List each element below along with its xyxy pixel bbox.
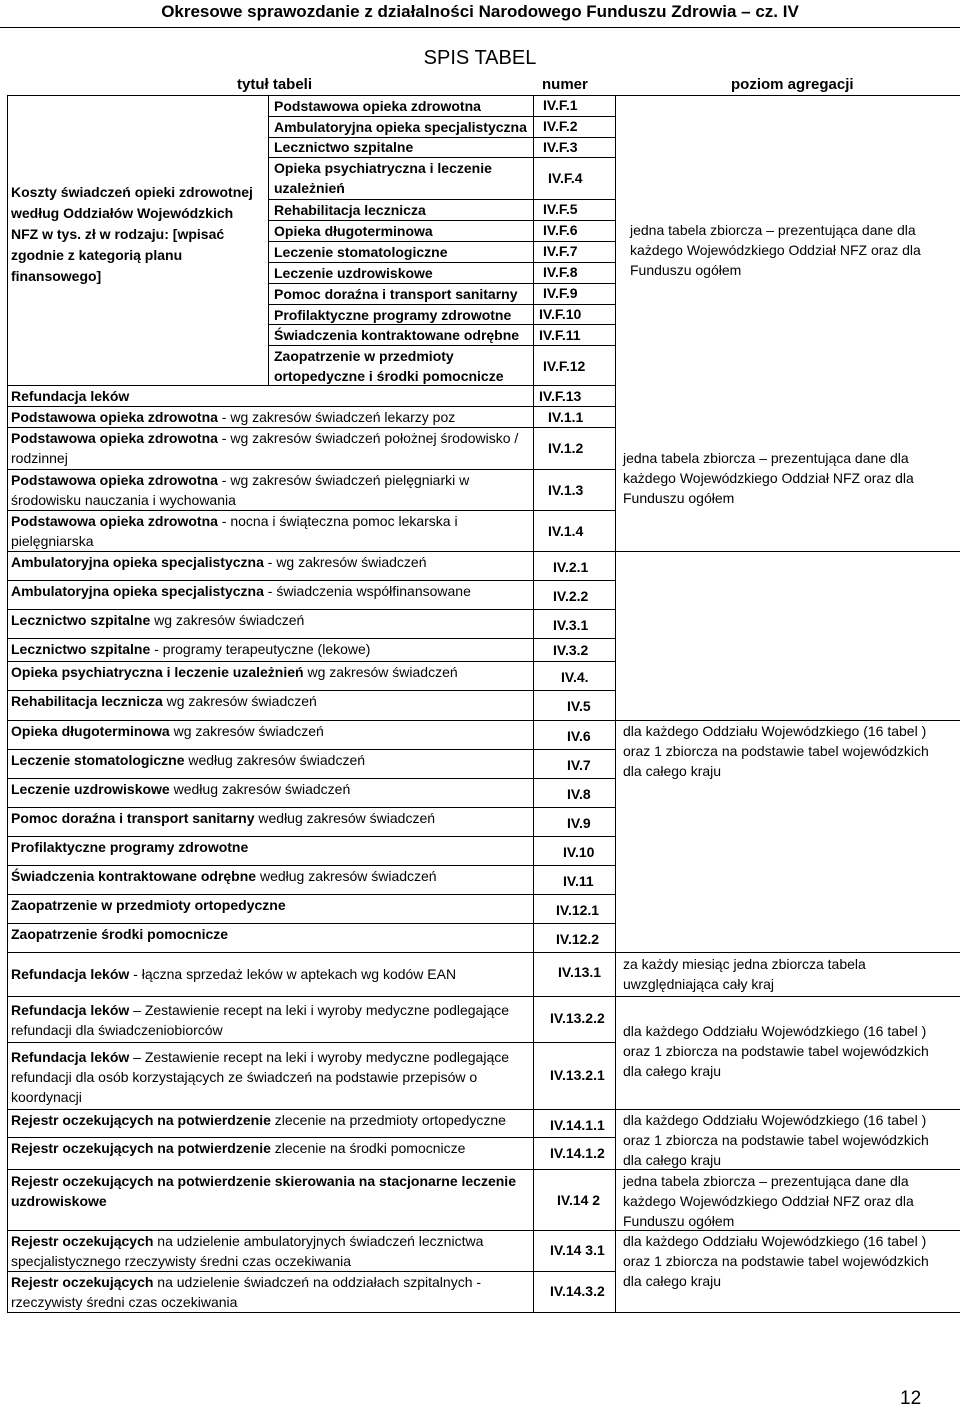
table-row-num: IV.7 xyxy=(567,757,591,773)
aggregation-note: dla każdego Oddziału Wojewódzkiego (16 tabel ) oraz 1 zbiorcza na podstawie tabel wojewódzkich dla całego kraju xyxy=(623,1023,929,1079)
table-row: Ambulatoryjna opieka specjalistyczna - wg zakresów świadczeń xyxy=(11,554,427,570)
table-row: Rejestr oczekujących na potwierdzenie zlecenie na środki pomocnicze xyxy=(11,1140,466,1156)
table-row-num: IV.11 xyxy=(563,873,594,889)
sub-row-num: IV.F.12 xyxy=(543,358,586,374)
page-number: 12 xyxy=(900,1388,922,1409)
table-row-num: IV.4. xyxy=(561,669,589,685)
row-divider xyxy=(8,952,960,953)
table-row: Pomoc doraźna i transport sanitarny według zakresów świadczeń xyxy=(11,810,436,826)
sub-row: Zaopatrzenie w przedmioty ortopedyczne i środki pomocnicze xyxy=(274,348,504,384)
table-row: Świadczenia kontraktowane odrębne według zakresów świadczeń xyxy=(11,868,437,884)
table-row-num: IV.8 xyxy=(567,786,591,802)
table-row: Rehabilitacja lecznicza wg zakresów świadczeń xyxy=(11,693,317,709)
table-row: Refundacja leków – Zestawienie recept na leki i wyroby medyczne podlegające refundacji dla osób korzystających ze świadczeń na podstawie przepisów o koordynacji xyxy=(11,1049,510,1105)
table-row: Podstawowa opieka zdrowotna - wg zakresów świadczeń lekarzy poz xyxy=(11,409,456,425)
table-row: Podstawowa opieka zdrowotna - wg zakresów świadczeń pielęgniarki w środowisku nauczania i wychowania xyxy=(11,472,470,508)
table-row: Zaopatrzenie w przedmioty ortopedyczne xyxy=(11,897,286,913)
sub-row-num: IV.F.7 xyxy=(543,243,578,259)
column-headers xyxy=(0,76,960,94)
sub-row: Leczenie uzdrowiskowe xyxy=(274,265,433,281)
table-row: Refundacja leków xyxy=(11,388,130,404)
sub-row-num: IV.F.8 xyxy=(543,264,578,280)
col-title-header: tytuł tabeli xyxy=(237,76,313,93)
table-row-num: IV.12.2 xyxy=(556,931,600,947)
sub-row-num: IV.F.11 xyxy=(539,327,581,343)
col-num-header: numer xyxy=(542,76,588,93)
table-row-num: IV.13.2.2 xyxy=(550,1010,605,1026)
aggregation-note: jedna tabela zbiorcza – prezentująca dane dla każdego Wojewódzkiego Oddział NFZ oraz dla Funduszu ogółem xyxy=(623,1173,914,1229)
row-divider xyxy=(8,1312,960,1313)
sub-row: Świadczenia kontraktowane odrębne xyxy=(274,327,520,343)
sub-row: Opieka długoterminowa xyxy=(274,223,433,239)
table-row-num: IV.1.4 xyxy=(548,523,584,539)
table-row: Leczenie uzdrowiskowe według zakresów świadczeń xyxy=(11,781,351,797)
aggregation-note: dla każdego Oddziału Wojewódzkiego (16 tabel ) oraz 1 zbiorcza na podstawie tabel wojewódzkich dla całego kraju xyxy=(623,1112,929,1168)
table-row-num: IV.6 xyxy=(567,728,591,744)
aggregation-note: dla każdego Oddziału Wojewódzkiego (16 tabel ) oraz 1 zbiorcza na podstawie tabel wojewódzkich dla całego kraju xyxy=(623,1233,929,1289)
sub-row: Lecznictwo szpitalne xyxy=(274,139,414,155)
table-row: Zaopatrzenie środki pomocnicze xyxy=(11,926,229,942)
table-row: Refundacja leków – Zestawienie recept na leki i wyroby medyczne podlegające refundacji dla świadczeniobiorców xyxy=(11,1002,510,1038)
row-divider xyxy=(8,996,960,997)
table-row: Podstawowa opieka zdrowotna - wg zakresów świadczeń położnej środowisko / rodzinnej xyxy=(11,430,519,466)
sub-row-num: IV.F.2 xyxy=(543,118,578,134)
sub-row: Ambulatoryjna opieka specjalistyczna xyxy=(274,119,527,135)
table-row: Opieka psychiatryczna i leczenie uzależnień wg zakresów świadczeń xyxy=(11,664,458,680)
divider xyxy=(615,96,616,1313)
table-row-num: IV.3.1 xyxy=(553,617,589,633)
aggregation-note: jedna tabela zbiorcza – prezentująca dane dla każdego Wojewódzkiego Oddział NFZ oraz dla Funduszu ogółem xyxy=(623,450,914,506)
sub-row-num: IV.F.5 xyxy=(543,201,578,217)
sub-row: Profilaktyczne programy zdrowotne xyxy=(274,307,512,323)
table-row-num: IV.5 xyxy=(567,698,591,714)
row-divider xyxy=(8,1042,615,1043)
table-row-num: IV.14.3.2 xyxy=(550,1283,605,1299)
sub-row: Opieka psychiatryczna i leczenie uzależnień xyxy=(274,160,492,196)
sub-row-num: IV.F.9 xyxy=(543,285,578,301)
aggregation-note: dla każdego Oddziału Wojewódzkiego (16 tabel ) oraz 1 zbiorcza na podstawie tabel wojewódzkich dla całego kraju xyxy=(623,723,929,779)
sub-row-num: IV.F.1 xyxy=(543,97,578,113)
table-row: Rejestr oczekujących na potwierdzenie skierowania na stacjonarne leczenie uzdrowiskowe xyxy=(11,1173,516,1209)
sub-row: Rehabilitacja lecznicza xyxy=(274,202,426,218)
table-row-num: IV.13.1 xyxy=(558,964,602,980)
aggregation-note: za każdy miesiąc jedna zbiorcza tabela uwzględniająca cały kraj xyxy=(623,956,866,992)
sub-row-num: IV.F.3 xyxy=(543,139,578,155)
table-row: Rejestr oczekujących na udzielenie ambulatoryjnych świadczeń lecznictwa specjalistycznego rzeczywisty średni czas oczekiwania xyxy=(11,1233,484,1269)
group-label: Koszty świadczeń opieki zdrowotnej według Oddziałów Wojewódzkich NFZ w tys. zł w rodzaju: [wpisać zgodnie z kategorią planu finansowego] xyxy=(11,184,253,284)
table-row-num: IV.14.1.1 xyxy=(550,1117,605,1133)
table-row: Profilaktyczne programy zdrowotne xyxy=(11,839,249,855)
table-row-num: IV.2.2 xyxy=(553,588,589,604)
table-row: Lecznictwo szpitalne wg zakresów świadczeń xyxy=(11,612,305,628)
table-row-num: IV.14 3.1 xyxy=(550,1242,605,1258)
sub-row: Podstawowa opieka zdrowotna xyxy=(274,98,481,114)
spis-title: SPIS TABEL xyxy=(423,47,537,69)
table-row: Lecznictwo szpitalne - programy terapeutyczne (lekowe) xyxy=(11,641,371,657)
tables-grid xyxy=(7,95,960,1313)
divider xyxy=(533,96,534,1313)
table-row: Opieka długoterminowa wg zakresów świadczeń xyxy=(11,723,324,739)
sub-row-num: IV.F.10 xyxy=(539,306,582,322)
sub-row: Pomoc doraźna i transport sanitarny xyxy=(274,286,518,302)
table-row: Ambulatoryjna opieka specjalistyczna - świadczenia współfinansowane xyxy=(11,583,471,599)
header-rule xyxy=(0,27,960,28)
table-row-num: IV.14 2 xyxy=(557,1192,601,1208)
sub-row: Leczenie stomatologiczne xyxy=(274,244,448,260)
document-header: Okresowe sprawozdanie z działalności Narodowego Funduszu Zdrowia – cz. IV xyxy=(161,2,799,21)
aggregation-note: jedna tabela zbiorcza – prezentująca dane dla każdego Wojewódzkiego Oddział NFZ oraz dla Funduszu ogółem xyxy=(630,222,921,278)
table-row-num: IV.3.2 xyxy=(553,642,589,658)
table-row-num: IV.10 xyxy=(563,844,595,860)
table-row-num: IV.12.1 xyxy=(556,902,600,918)
table-row-num: IV.1.2 xyxy=(548,440,584,456)
table-row-num: IV.1.1 xyxy=(548,409,584,425)
table-row-num: IV.13.2.1 xyxy=(550,1067,605,1083)
table-row-num: IV.2.1 xyxy=(553,559,589,575)
table-row-num: IV.9 xyxy=(567,815,591,831)
table-row-num: IV.14.1.2 xyxy=(550,1145,605,1161)
table-row: Rejestr oczekujących na potwierdzenie zlecenie na przedmioty ortopedyczne xyxy=(11,1112,506,1128)
table-row: Rejestr oczekujących na udzielenie świadczeń na oddziałach szpitalnych - rzeczywisty średni czas oczekiwania xyxy=(11,1274,482,1310)
table-row: Podstawowa opieka zdrowotna - nocna i świąteczna pomoc lekarska i pielęgniarska xyxy=(11,513,458,549)
table-row-num: IV.F.13 xyxy=(539,388,582,404)
table-row: Leczenie stomatologiczne według zakresów świadczeń xyxy=(11,752,366,768)
table-row-num: IV.1.3 xyxy=(548,482,584,498)
sub-row-num: IV.F.6 xyxy=(543,222,578,238)
col-level-header: poziom agregacji xyxy=(731,76,854,93)
sub-row-num: IV.F.4 xyxy=(548,170,583,186)
table-row: Refundacja leków - łączna sprzedaż leków w aptekach wg kodów EAN xyxy=(11,966,457,982)
